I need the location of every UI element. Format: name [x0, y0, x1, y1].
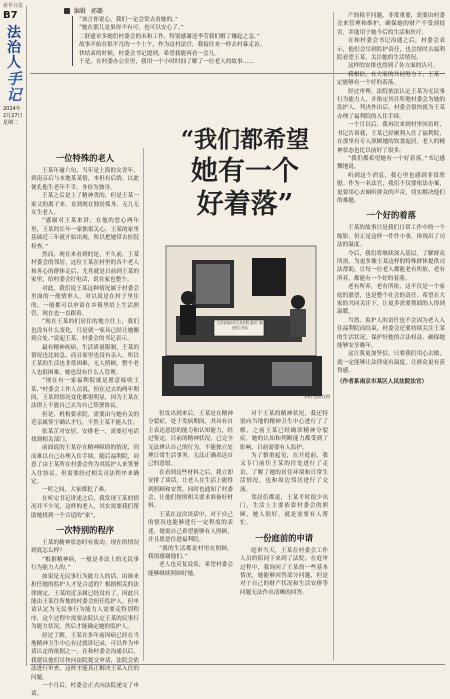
page-number: B7 — [3, 10, 18, 21]
date-block — [3, 106, 23, 127]
section-title — [4, 26, 24, 103]
paragraph: 王某的精神状态时有波动，现在的情况到底怎么样？ — [31, 540, 139, 555]
paragraph: 听到这个消息，我心里也感到非常欣慰。作为一名法官，我们不仅要依法办案，更要用心去倾听群众的声音，切实解决他们的难题。 — [337, 172, 445, 204]
issue-date: 2月27日 — [3, 113, 23, 119]
paragraph: 然而，现在来看到的是，不久前，王某村委会的邻居，这位王某在村里的各个老人和善心的群体走后，尤其就是目前到王某的家里，给村委会打电话，说在家也整个。 — [31, 252, 139, 284]
paragraph: 这样的安排也得到了各方面的认可。 — [348, 63, 439, 70]
paragraph: 为了慎重起见，在开庭前，我又专门前往王某的住处进行了走访，了解了她的居住环境和日常生活情况，也和周边邻居进行了交流。 — [240, 453, 328, 493]
section-char: 法 — [7, 25, 21, 41]
section-heading: 一次特别的程序 — [55, 525, 115, 536]
section-heading: 一份庭前的申请 — [254, 532, 314, 543]
article-column-3 — [240, 410, 328, 661]
illustration — [152, 228, 332, 403]
paragraph: 王某的故事只是我们日常工作中的一个缩影，但正是这样一件件小事，体现出了司法的温度。 — [337, 225, 445, 249]
article-column-2 — [148, 410, 233, 661]
section-heading: 一位特殊的老人 — [55, 153, 115, 163]
paragraph: 对此，我们说王某这种情况属于村委会里面的一般情形人，对以说是在村子里住的，一般都可以申请在乡镇里给上生活照管，现在也一直跟着。 — [31, 285, 139, 317]
author-byline: （作者系南京市某区人民法院法官） — [337, 378, 428, 385]
paragraph: 如果是无民事行为能力人的话，由谁来担任她的监护人才是合适的？根据相关的法律规定，王某的近亲属已经没有了，因此只能由王某住所地的村委会担任监护人，但申请认定为无民事行为能力人需要走特别程序，这个过程中需要法院认定王某的民事行为能力状况，然后才能确定她的监护人。 — [31, 573, 139, 631]
section-char: 人 — [7, 55, 21, 71]
paragraph: 前面说的王某存在精神障碍的情况，因而难以自己办理入住手续。随后福利院，同意了由王某所在村委会作为其监护人来签署入住协议，但需要经过相关司法程序来确定。 — [31, 445, 139, 486]
paragraph: “根据精神病，一般是非法上的无民事行为能力人的。” — [31, 556, 139, 572]
paragraph: 邻居们都说，王某平时很少出门，生活上主要依靠村委会的照顾，她人很好，就是需要有人帮忙。 — [240, 495, 328, 527]
editor-icon — [64, 8, 70, 14]
quote-line: 于是，在村委办公室里，我用一个小时时间了解了一位老人的故事…… — [79, 59, 254, 66]
column-divider — [333, 12, 334, 661]
paragraph: “我们都希望她有一个好着落。”书记感慨地说。 — [337, 155, 445, 171]
paragraph: 经过审理，法院依法认定王某为无民事行为能力人，并指定其住所地村委会为她的监护人。判决作出后，村委会很快就为王某办理了福利院的入住手续。 — [337, 88, 445, 120]
paragraph: 经过了解，王某在多年前因病已经在当地精神卫生中心有过就诊记录，可以作为申请认定的依据之一。在和村委会沟通以后，我建议他们尽快向法院提交申请，法院会依法进行审查，这样才能真正解决王某入住的问题。 — [31, 632, 139, 681]
column-divider — [143, 148, 144, 661]
article-column-1 — [31, 148, 139, 698]
court-sign: 江苏省南京市人民法院 南京门前 法院工作站 — [217, 321, 263, 330]
paragraph: 这让我更加坚信，只要我们用心去做，就一定能够让法律更有温度，让群众更有获得感。 — [337, 351, 445, 375]
quote-line: 快结束的时候，村委会书记提到，希望我能再看一会儿。 — [79, 50, 221, 57]
paragraph: 在看到这些材料之后，我立即安排了谈话，让老人在生活上能得到照顾和安置，同时也通知了村委会，让他们按照相关要求准备好材料。 — [148, 469, 233, 510]
paragraph: 庭审当天，王某在村委会工作人员的陪同下来到了法院。在庭审过程中，我询问了王某的一些基本情况，她能够回答部分问题，但是对于自己的财产状况和生活安排等问题无法作出清晰的回答。 — [240, 547, 328, 596]
paragraph: 一个月以后，我再次来到村里回访时，书记告诉我，王某已经顺利入住了福利院，在那里有专人照顾她的饮食起居，老人的精神状态也比以前好了很多。 — [337, 122, 445, 154]
article-column-4 — [337, 12, 445, 661]
quote-line: “她在那儿是果你不有可，也可以安心了。” — [79, 25, 184, 32]
paragraph: 王某之后是上了精神类的，但是王某一家父的离子来，直到现在独居孤身，无儿无女生老人。 — [31, 193, 139, 217]
paragraph: 张某芷对安居，安排老一，需要打电话找到相关部门。 — [31, 428, 139, 443]
paragraph: 最有精神疾病，生活质量限制，王某的情况也比较急。而且家里也没有亲人，所以王某的生活也非常困难，无人照顾，整个老人也很困难，她也没有什么人管理。 — [31, 344, 139, 376]
paragraph: 在听完书记讲述之后，我发现王某的情况并不少见，这样的老人，其实需要我们帮助她找到一个合适的“家”。 — [31, 495, 139, 519]
paragraph: 王某在这次谈话中，对于自己的情况也能够进行一定程度的表述，她说自己希望能够有人照顾，并且愿意住进福利院。 — [148, 511, 233, 544]
paragraph: 一时之间，大家都犯了难。 — [42, 487, 110, 494]
paragraph: 王某年逾六旬，当年是上海的女青年，到南京后与本地某某情，本但有后情，以此便孔他生老年不幸，身份为独身。 — [31, 168, 139, 191]
headline — [150, 124, 340, 221]
quote-line: 故事开始在很平凡的一个上午，作为这村法官，我接住来一样去村暴走访。 — [79, 42, 266, 49]
paragraph: 我相信，在大家的共同努力下，王某一定能够有一个好的着落。 — [337, 71, 445, 87]
paragraph: “现在王某的们居住的地方住上，我们也没有什么变化，只是就一家具已经让她搬到合处。”说起王某，村委会的书记表示。 — [31, 319, 139, 343]
headline-line-2: 她有一个 — [191, 156, 299, 187]
section-heading: 一个好的着落 — [366, 210, 416, 221]
editor-label: 编辑 — [73, 8, 86, 15]
issue-year: 2024年 — [3, 106, 21, 112]
headline-line-1: “我们都希望 — [180, 126, 310, 153]
paragraph: 一个月后，村委会正式向法院递交了申请。 — [31, 682, 139, 698]
paragraph: 产的租平问题，非常重要，需要由村委会来管理和维护，确保她的财产不受到侵害，并能用于她今后的生活和医疗。 — [337, 13, 445, 36]
paragraph: 但发出到来后，王某是在精神分裂症，处于发病期间，其具有自主表达意思的能力和认知能力，经过鉴定，目前的精神状况，已完全无法辨认自己的行为，不能独立处理日常生活事务，无法正确表达自己的意愿。 — [148, 411, 233, 468]
editor-tag — [64, 6, 103, 15]
paragraph: 老人也反复说着，希望村委会能够继续照顾好她。 — [148, 562, 233, 577]
editor-name: 郭璐 — [90, 8, 103, 15]
paragraph: “我的生活都是村里在照顾，我很感谢他们。” — [148, 545, 233, 560]
quote-line: “该言你说心，我们一定会常去看她的。” — [79, 17, 178, 23]
section-char: 记 — [6, 86, 22, 104]
paragraph: 但是，机构要求院，需要由与她有关的近亲属签字确认才行，不然王某不能入住。 — [31, 411, 139, 427]
headline-line-3: 好着落” — [196, 189, 294, 220]
paragraph: 老有所养，老有所依，这不仅是一个家庭的愿望，也是整个社会的责任。希望在大家的共同关注下，让更多需要帮助的人得到温暖。 — [337, 284, 445, 316]
paragraph: 当然，监护人的责任也不会因为老人入住福利院而结束，村委会还要持续关注王某的生活状况，保护好她的合法权益，确保她能够安享晚年。 — [337, 317, 445, 350]
bottom-rule — [30, 664, 445, 665]
newspaper-name: 新华日报 — [3, 3, 24, 9]
paragraph: 今后，我们将继续深入基层，了解群众所需，为更多像王某这样的特殊群体提供司法帮助，让每一位老人都能老有所依、老有所养，都能有一个好的着落。 — [337, 250, 445, 282]
intro-quote — [72, 16, 367, 66]
masthead-divider — [26, 6, 27, 666]
illustration-caption: 李明 出版作图 — [303, 394, 330, 399]
paragraph: 对于王某的精神状况，我还特别向当地的精神卫生中心进行了了解，之前王某已经确诊精神分裂症，她的认知和判断能力都受到了影响，目前需要有人监护。 — [240, 411, 328, 451]
paragraph: 在和村委会书记沟通之后，村委会表示，他们会尽到监护责任，也会按时去福利院看望王某，关注她的生活情况。 — [337, 38, 445, 62]
court-scene-illustration — [152, 228, 332, 403]
section-char: 手 — [6, 70, 22, 88]
paragraph: “现在有一家福利院就是愿意接收王某，”村委会工作人员说，但在过去的两年期间，王某的情况变化都很明显，因为王某在法律上不能自己去为自己签署协议。 — [31, 378, 139, 410]
quote-line: 二舒遗章多她们村委会的末和工作，特别感谢送李劳我们解了嫌起之急。” — [79, 33, 260, 40]
issue-weekday: 星期二 — [3, 120, 19, 126]
paragraph: “感谢对王某来讲，在他的恶心两年里，王某的长年一家独很关心，王某的家里基础近三年就开始出现，所以把她带去医院检查。” — [31, 218, 139, 250]
section-char: 治 — [7, 40, 21, 56]
